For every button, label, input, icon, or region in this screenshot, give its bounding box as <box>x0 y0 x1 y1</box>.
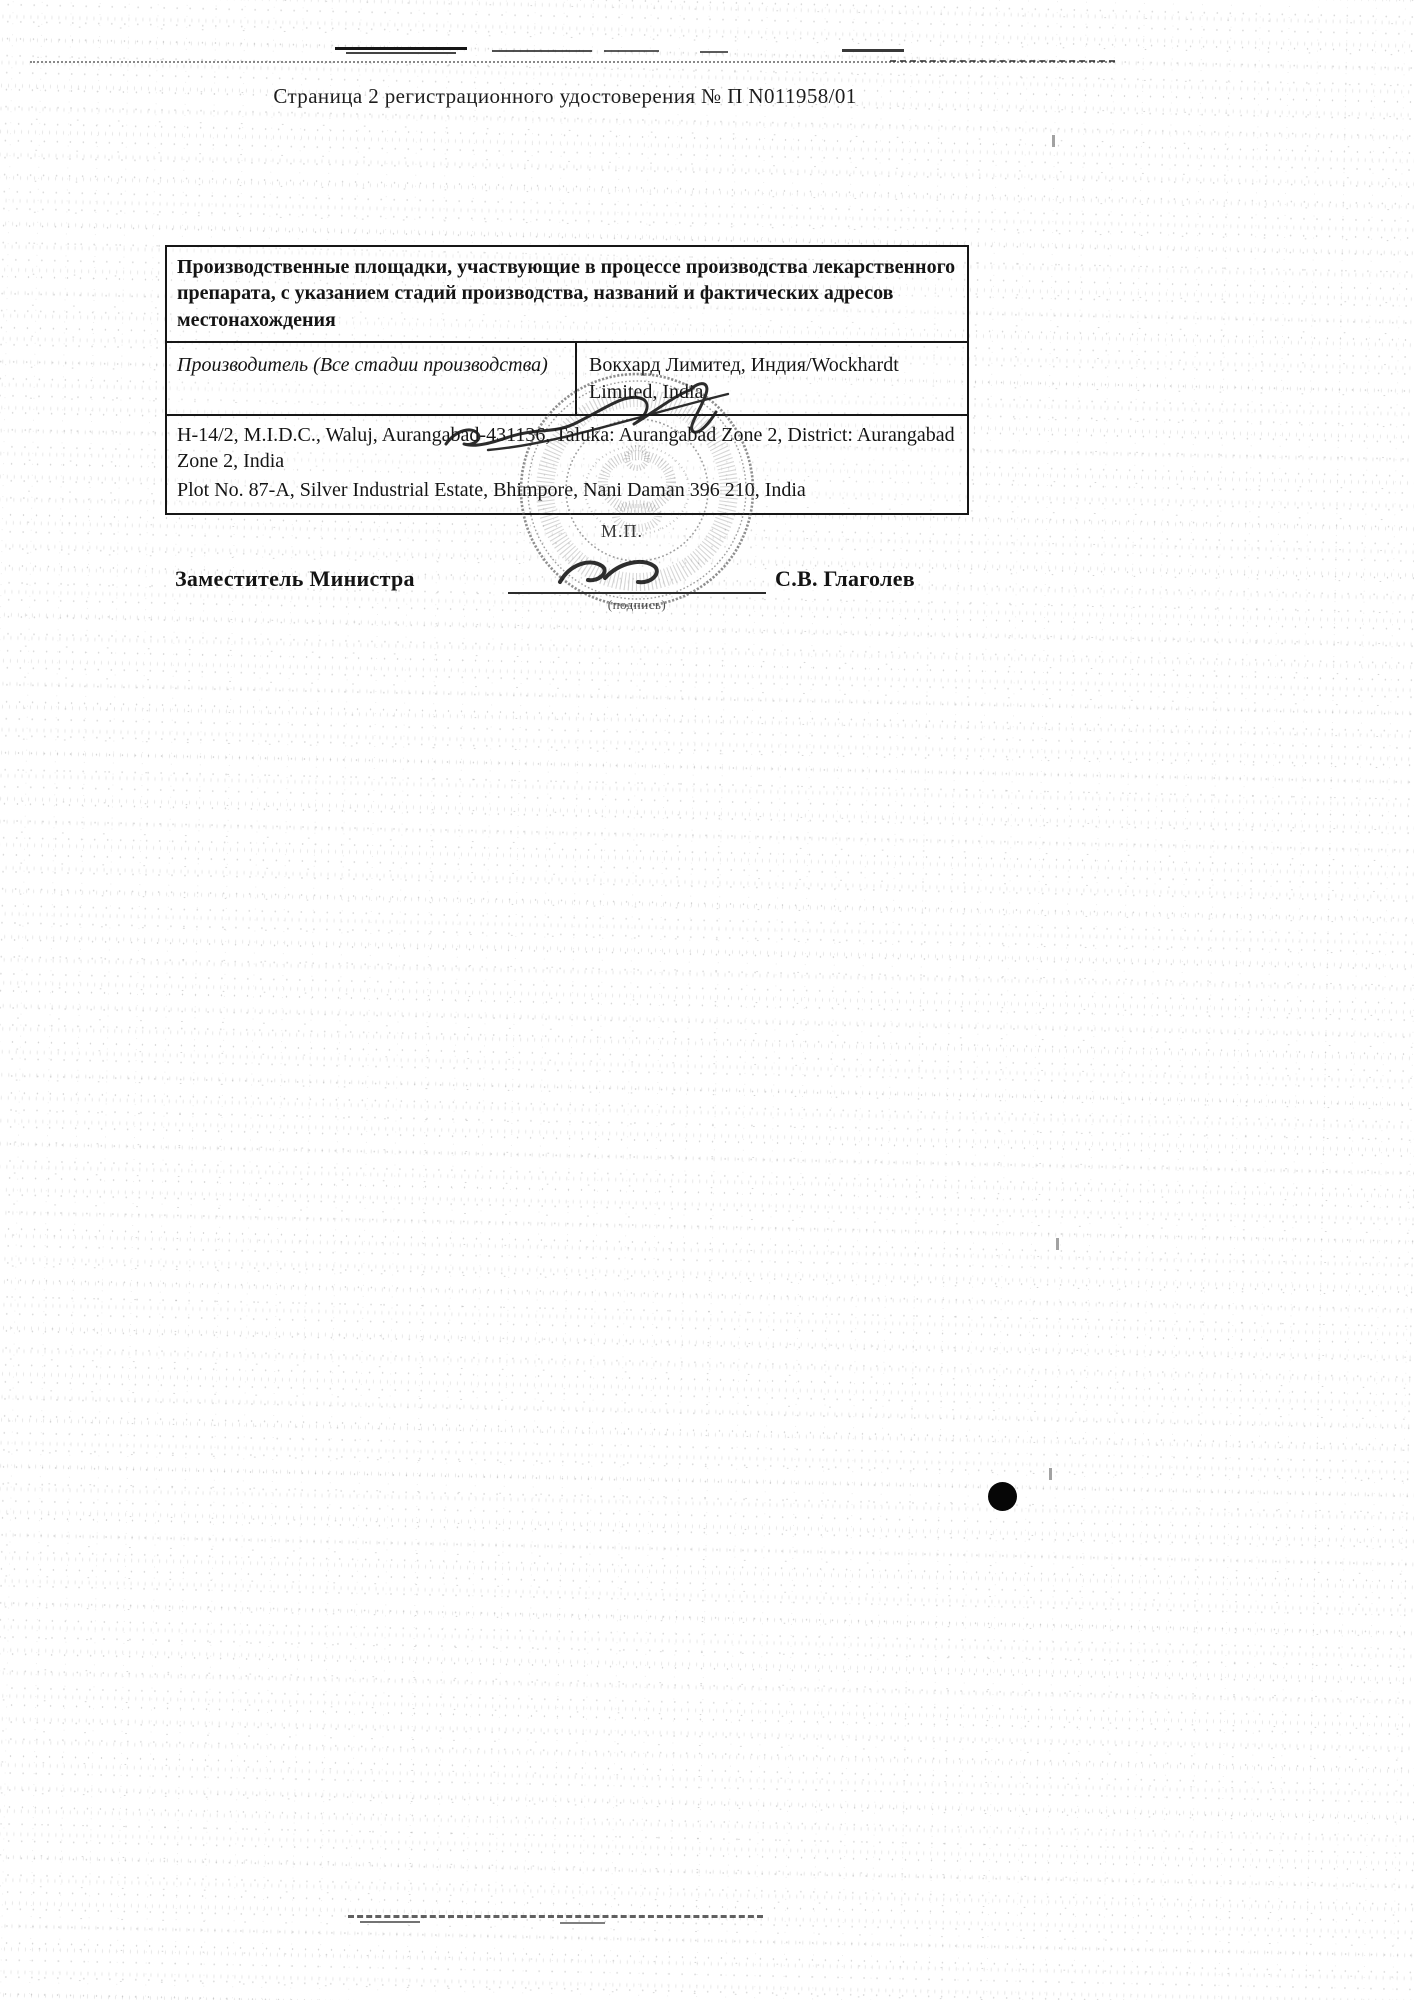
producer-value-cell: Вокхард Лимитед, Индия/Wockhardt Limited, India <box>589 354 899 403</box>
handwritten-signature <box>428 372 758 482</box>
scan-mark <box>360 1921 420 1923</box>
scan-mark <box>700 51 728 53</box>
scan-tick <box>1049 1468 1052 1480</box>
scan-mark <box>346 52 456 54</box>
scan-tick <box>1052 135 1055 147</box>
black-dot-mark <box>988 1482 1017 1511</box>
address-line: H-14/2, M.I.D.C., Waluj, Aurangabad-431136, Taluka: Aurangabad Zone 2, District: Aurangabad Zone 2, India <box>177 423 955 473</box>
signature-caption: (подпись) <box>607 597 667 612</box>
scan-mark <box>335 47 467 50</box>
producer-label-cell: Производитель (Все стадии производства) <box>167 343 577 414</box>
signatory-title: Заместитель Министра <box>175 566 415 591</box>
scan-dashed-line <box>348 1915 763 1918</box>
scan-mark <box>842 49 904 52</box>
seal-place-caption: М.П. <box>601 521 644 541</box>
scan-dashed-line <box>890 60 1115 62</box>
scan-mark <box>560 1922 605 1924</box>
signature-line <box>508 592 766 594</box>
page-title: Страница 2 регистрационного удостоверения № П N011958/01 <box>273 84 857 108</box>
address-line: Plot No. 87-A, Silver Industrial Estate, Bhimpore, Nani Daman 396 210, India <box>177 478 806 501</box>
signatory-name: С.В. Глаголев <box>775 566 915 591</box>
signature-flourish-icon <box>550 550 670 595</box>
scan-tick <box>1056 1238 1059 1250</box>
scan-mark <box>604 50 659 52</box>
scan-mark <box>492 50 592 52</box>
table-header-cell: Производственные площадки, участвующие в процессе производства лекарственного препарата, с указанием стадий производства, названий и фактических адресов местонахождения <box>167 247 967 343</box>
signature-ink-icon <box>428 372 758 482</box>
signature-flourish <box>550 550 670 595</box>
